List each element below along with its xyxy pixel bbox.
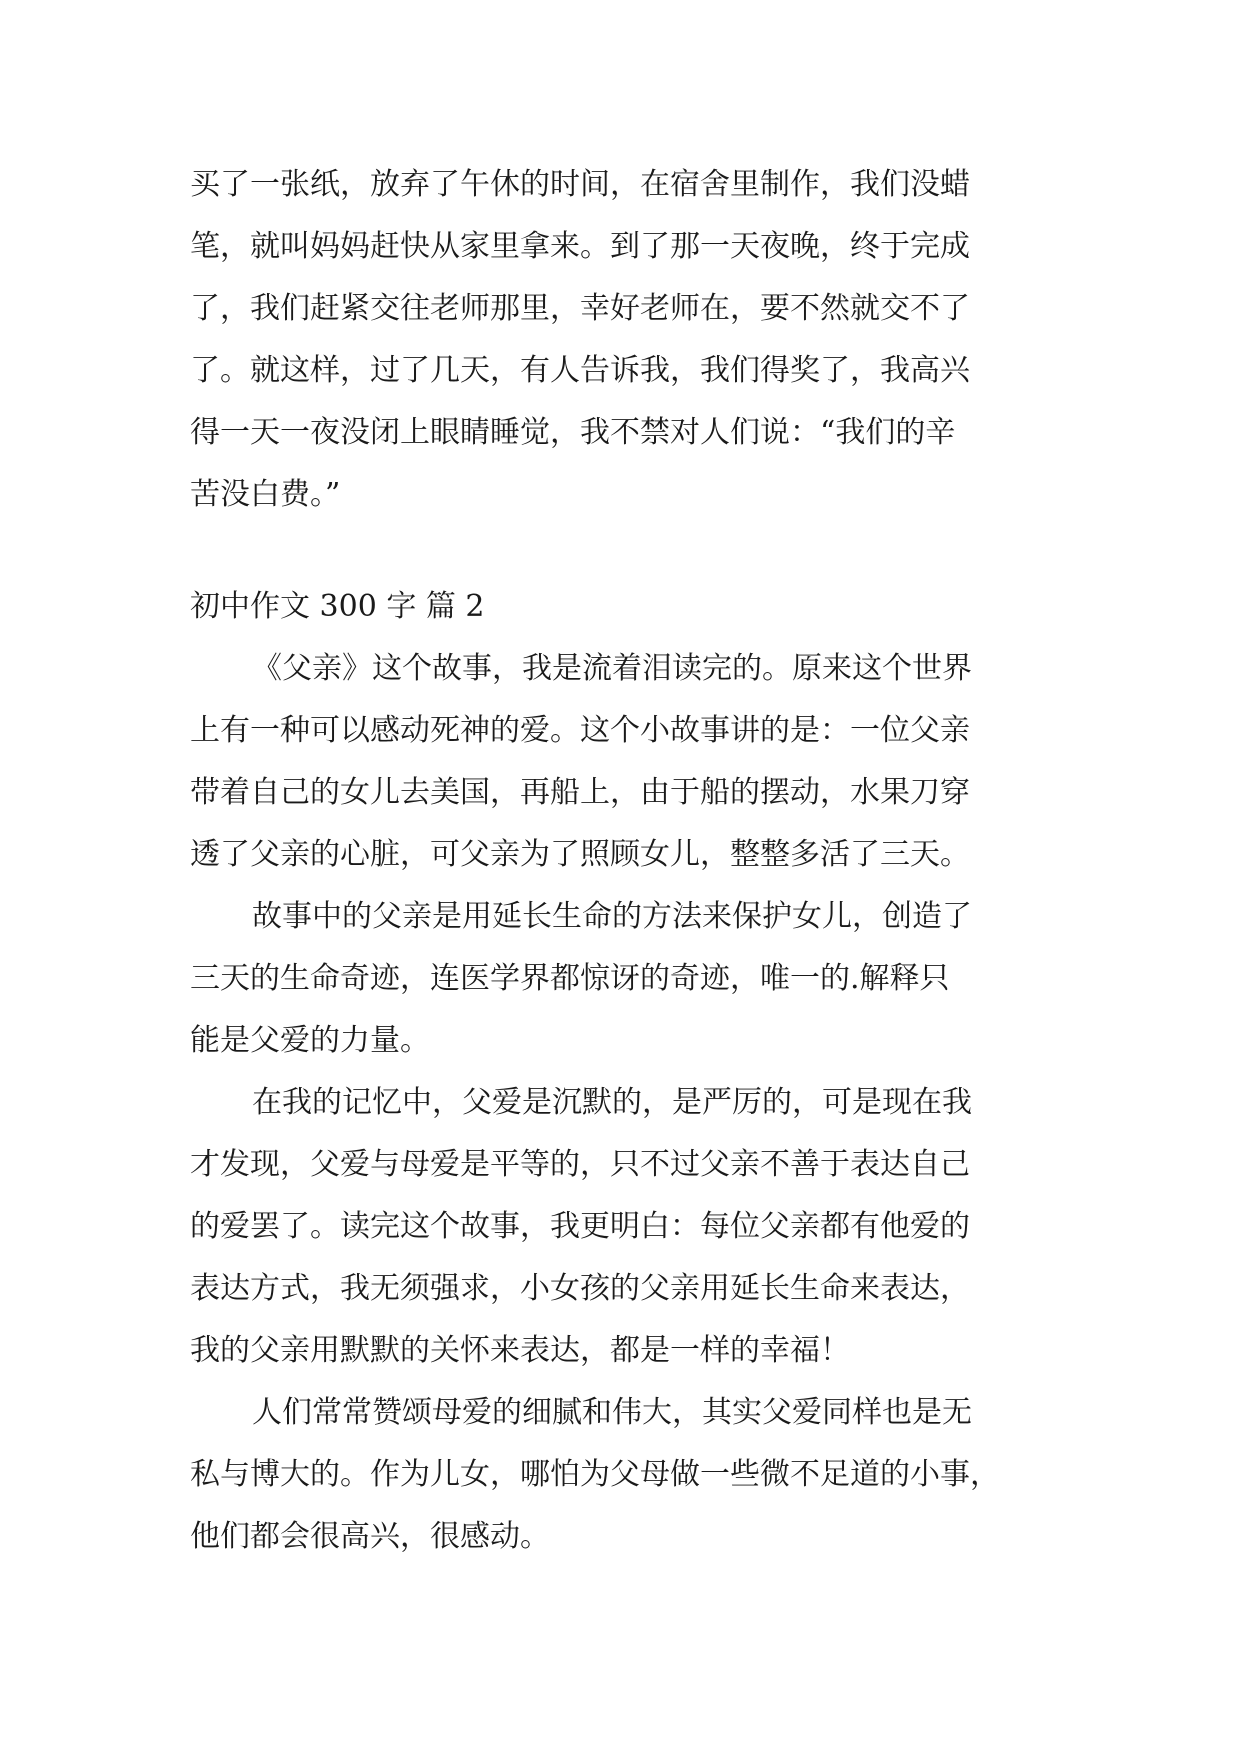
text-line: 苦没白费。”: [190, 477, 341, 512]
text-line: 了，我们赶紧交往老师那里，幸好老师在，要不然就交不了: [190, 291, 970, 326]
text-line: 才发现，父爱与母爱是平等的，只不过父亲不善于表达自己: [190, 1147, 970, 1182]
text-line: 私与博大的。作为儿女，哪怕为父母做一些微不足道的小事，: [190, 1457, 1000, 1492]
text-line: 透了父亲的心脏，可父亲为了照顾女儿，整整多活了三天。: [190, 837, 970, 872]
text-line: 得一天一夜没闭上眼睛睡觉，我不禁对人们说：“我们的辛: [190, 415, 956, 450]
text-line: 人们常常赞颂母爱的细腻和伟大，其实父爱同样也是无: [252, 1395, 972, 1430]
text-line: 他们都会很高兴，很感动。: [190, 1519, 550, 1554]
text-line: 上有一种可以感动死神的爱。这个小故事讲的是：一位父亲: [190, 713, 970, 748]
text-line: 在我的记忆中，父爱是沉默的，是严厉的，可是现在我: [252, 1085, 972, 1120]
text-line: 我的父亲用默默的关怀来表达，都是一样的幸福！: [190, 1333, 850, 1368]
section-heading: 初中作文 300 字 篇 2: [190, 589, 485, 624]
text-line: 买了一张纸，放弃了午休的时间，在宿舍里制作，我们没蜡: [190, 167, 970, 202]
text-line: 的爱罢了。读完这个故事，我更明白：每位父亲都有他爱的: [190, 1209, 970, 1244]
text-line: 笔，就叫妈妈赶快从家里拿来。到了那一天夜晚，终于完成: [190, 229, 970, 264]
text-line: 表达方式，我无须强求，小女孩的父亲用延长生命来表达，: [190, 1271, 970, 1306]
text-line: 带着自己的女儿去美国，再船上，由于船的摆动，水果刀穿: [190, 775, 970, 810]
text-line: 三天的生命奇迹，连医学界都惊讶的奇迹，唯一的.解释只: [190, 961, 950, 996]
text-line: 《父亲》这个故事，我是流着泪读完的。原来这个世界: [252, 651, 972, 686]
text-line: 故事中的父亲是用延长生命的方法来保护女儿，创造了: [252, 899, 972, 934]
text-line: 了。就这样，过了几天，有人告诉我，我们得奖了，我高兴: [190, 353, 970, 388]
text-line: 能是父爱的力量。: [190, 1023, 430, 1058]
